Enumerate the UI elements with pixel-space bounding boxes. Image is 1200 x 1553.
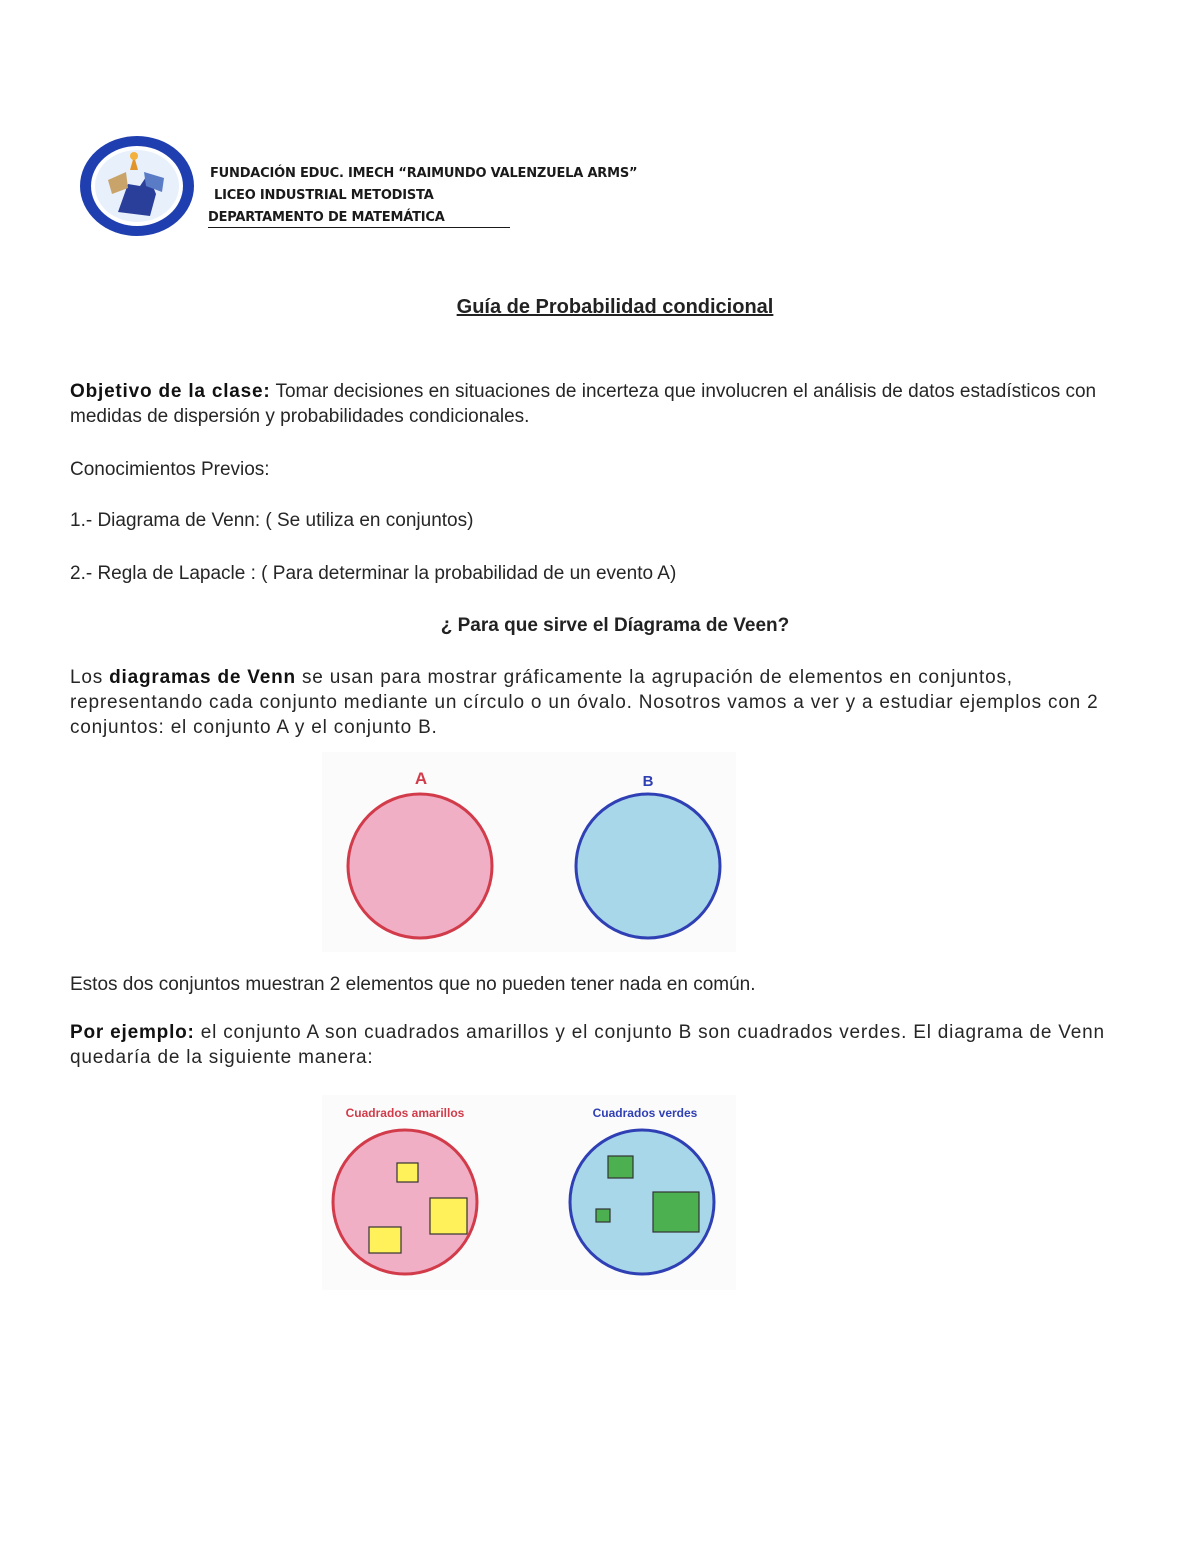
yellow-square	[369, 1227, 401, 1253]
objective-paragraph	[70, 379, 1130, 429]
set-b-label: B	[642, 773, 654, 790]
set-a-label: A	[414, 769, 428, 788]
example-paragraph	[70, 1020, 1165, 1070]
school-logo	[78, 134, 196, 238]
header-foundation: FUNDACIÓN EDUC. IMECH “RAIMUNDO VALENZUELA ARMS”	[210, 166, 638, 181]
header-school: LICEO INDUSTRIAL METODISTA	[214, 188, 434, 203]
section-question: ¿ Para que sirve el Díagrama de Veen?	[440, 615, 790, 636]
example-label: Por ejemplo:	[70, 1022, 195, 1043]
objective-label: Objetivo de la clase:	[70, 381, 271, 402]
no-common-sentence: Estos dos conjuntos muestran 2 elementos que no pueden tener nada en común.	[70, 974, 756, 995]
yellow-set-label: Cuadrados amarillos	[345, 1106, 465, 1120]
objective-text: Tomar decisiones en situaciones de incerteza que involucren el análisis de datos estadísticos con medidas de dispersión y probabilidades condicionales.	[70, 381, 1097, 427]
green-square	[608, 1156, 633, 1178]
set-b-circle	[576, 794, 720, 938]
green-set-label: Cuadrados verdes	[592, 1106, 698, 1120]
venn-diagram-disjoint	[322, 752, 736, 952]
yellow-square	[397, 1163, 418, 1182]
previous-knowledge-heading: Conocimientos Previos:	[70, 459, 270, 480]
yellow-square	[430, 1198, 467, 1234]
example-text: el conjunto A son cuadrados amarillos y el conjunto B son cuadrados verdes. El diagrama de Venn quedaría de la siguiente manera:	[70, 1022, 1105, 1068]
page-title: Guía de Probabilidad condicional	[456, 296, 774, 318]
green-square	[653, 1192, 699, 1232]
venn-diagram-squares	[322, 1095, 736, 1290]
header-department: DEPARTAMENTO DE MATEMÁTICA	[208, 210, 510, 228]
green-square	[596, 1209, 610, 1222]
venn-paragraph	[70, 665, 1130, 740]
previous-knowledge-item-2: 2.- Regla de Lapacle : ( Para determinar la probabilidad de un evento A)	[70, 563, 677, 584]
venn-text-2: se usan para mostrar gráficamente la agrupación de elementos en conjuntos, representando cada conjunto mediante un círculo o un óvalo. Nosotros vamos a ver y a estudiar ejemplos con 2 conjuntos: el conjunto A y el conjunto B.	[70, 667, 1099, 738]
venn-text-1: Los	[70, 667, 110, 688]
venn-bold-term: diagramas de Venn	[109, 667, 296, 688]
previous-knowledge-item-1: 1.- Diagrama de Venn: ( Se utiliza en conjuntos)	[70, 510, 474, 531]
set-a-circle	[348, 794, 492, 938]
